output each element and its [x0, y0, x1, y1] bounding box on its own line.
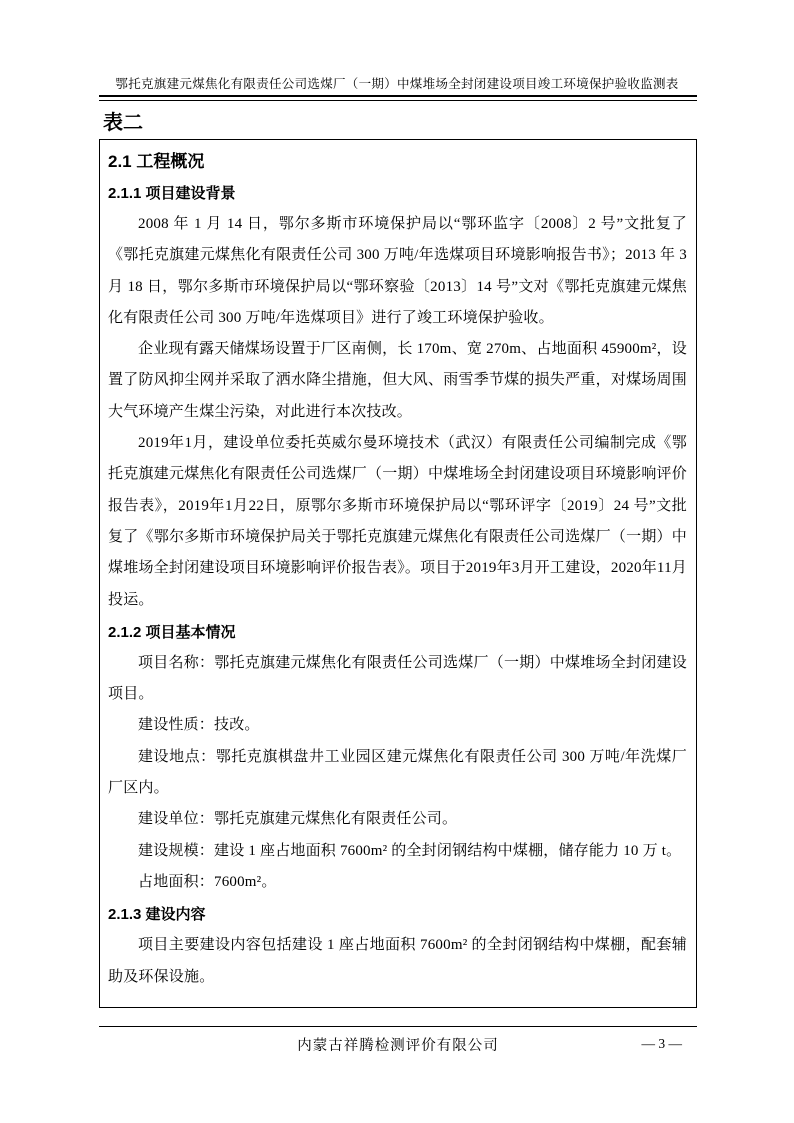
paragraph-project-name: 项目名称：鄂托克旗建元煤焦化有限责任公司选煤厂（一期）中煤堆场全封闭建设项目。 [108, 654, 687, 703]
paragraph-background-3: 2019年1月，建设单位委托英威尔曼环境技术（武汉）有限责任公司编制完成《鄂托克旗建元煤焦化有限责任公司选煤厂（一期）中煤堆场全封闭建设项目环境影响评价报告表》，2019年1月22日，原鄂尔多斯市环境保护局以“鄂环评字〔2019〕24 号”文批复了《鄂尔多斯市环境保护局关于鄂托克旗建元煤焦化有限责任公司选煤厂（一期）中煤堆场全封闭建设项目环境影响评价报告表》。项目于2019年3月开工建设，2020年11月投运。 [108, 435, 687, 608]
paragraph-construction-content: 项目主要建设内容包括建设 1 座占地面积 7600m² 的全封闭钢结构中煤棚，配套辅助及环保设施。 [108, 937, 687, 985]
header-double-rule [99, 95, 697, 101]
page-number: — 3 — [641, 1036, 682, 1051]
paragraph-construction-site: 建设地点：鄂托克旗棋盘井工业园区建元煤焦化有限责任公司 300 万吨/年洗煤厂厂区内。 [108, 748, 687, 797]
content-box [99, 139, 697, 1008]
footer-company-name: 内蒙古祥腾检测评价有限公司 [297, 1038, 499, 1054]
footer-rule [99, 1026, 697, 1027]
document-header-title: 鄂托克旗建元煤焦化有限责任公司选煤厂（一期）中煤堆场全封闭建设项目竣工环境保护验收监测表 [115, 77, 679, 91]
table-label: 表二 [103, 112, 143, 134]
paragraph-construction-unit: 建设单位：鄂托克旗建元煤焦化有限责任公司。 [138, 811, 458, 828]
paragraph-background-1: 2008 年 1 月 14 日，鄂尔多斯市环境保护局以“鄂环监字〔2008〕2 号”文批复了《鄂托克旗建元煤焦化有限责任公司 300 万吨/年选煤项目环境影响报告书》；2013 年 3 月 18 日，鄂尔多斯市环境保护局以“鄂环察验〔2013〕14 号”文对《鄂托克旗建元煤焦化有限责任公司 300 万吨/年选煤项目》进行了竣工环境保护验收。 [108, 216, 687, 326]
paragraph-background-2: 企业现有露天储煤场设置于厂区南侧，长 170m、宽 270m、占地面积 45900m²，设置了防风抑尘网并采取了洒水降尘措施，但大风、雨雪季节煤的损失严重，对煤场周围大气环境产生煤尘污染，对此进行本次技改。 [108, 341, 687, 420]
paragraph-construction-nature: 建设性质：技改。 [138, 717, 260, 734]
subsection-heading-basic-info: 2.1.2 项目基本情况 [108, 623, 236, 641]
subsection-heading-project-background: 2.1.1 项目建设背景 [108, 185, 236, 202]
section-title: 2.1 工程概况 [108, 152, 205, 171]
subsection-heading-construction-content: 2.1.3 建设内容 [108, 906, 206, 924]
paragraph-floor-area: 占地面积：7600m²。 [138, 873, 277, 890]
paragraph-construction-scale: 建设规模：建设 1 座占地面积 7600m² 的全封闭钢结构中煤棚，储存能力 10 万 t。 [138, 842, 682, 859]
